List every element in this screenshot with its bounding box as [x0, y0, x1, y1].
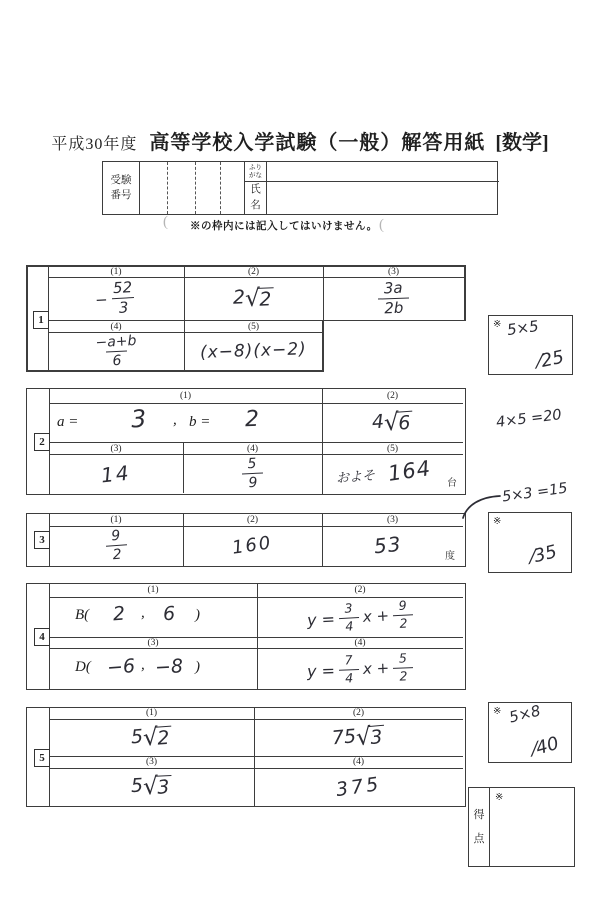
q4-b-close: ) — [195, 607, 200, 623]
q4-b-open: B( — [75, 607, 90, 623]
q3-header-1: (1) — [110, 514, 122, 525]
q4-header-2: (2) — [354, 585, 366, 595]
q1-a3-numerator: 3a — [383, 278, 403, 298]
q5-a2-coefficient: 75 — [330, 724, 357, 749]
q2-b-label: b = — [189, 414, 211, 430]
q2-header-1: (1) — [179, 391, 192, 401]
question-4-number: 4 — [34, 628, 50, 646]
q5-a4-value: 375 — [334, 772, 383, 802]
q1-a2-radicand: 2 — [258, 287, 275, 310]
radical-sign: √ — [141, 722, 159, 752]
q2-answer-3 — [49, 454, 183, 493]
q4-header-1: (1) — [147, 585, 159, 595]
score-box-2 — [488, 512, 572, 573]
furigana-label: ふりがな — [249, 163, 262, 179]
q2-header-4: (4) — [246, 443, 259, 454]
q4-eq2-mid: x + — [362, 658, 390, 678]
q2-answer-4 — [183, 454, 322, 493]
title-main: 高等学校入学試験（一般）解答用紙 — [149, 132, 486, 154]
q4-eq2-f1-den: 4 — [339, 668, 359, 684]
question-5-number: 5 — [34, 749, 50, 767]
q2-answer-1 — [49, 403, 322, 442]
no-entry-mark: ※ — [495, 792, 504, 803]
radical-sign: √ — [382, 407, 400, 437]
exam-number-input-area[interactable] — [140, 162, 244, 214]
radical-sign: √ — [354, 721, 373, 751]
q4-header-3: (3) — [147, 638, 159, 648]
question-2-table — [26, 388, 466, 495]
q4-d-close: ) — [195, 659, 200, 675]
q5-a2-radicand: 3 — [368, 724, 386, 747]
furigana-input-area[interactable] — [267, 162, 497, 181]
instruction-note: ※の枠内には記入してはいけません。 — [190, 220, 378, 232]
q2-a5-unit: 台 — [447, 478, 457, 489]
no-entry-mark: ※ — [493, 516, 502, 527]
q4-eq1-f2-num: 9 — [398, 597, 407, 613]
q5-answer-2 — [254, 719, 463, 756]
question-3-table — [26, 513, 466, 567]
examinee-id-box — [102, 161, 498, 215]
border-segment — [26, 265, 28, 372]
q4-eq2-f1-num: 7 — [344, 651, 353, 668]
q3-answer-1 — [49, 526, 183, 565]
q4-d-x: −6 — [106, 655, 136, 679]
q1-header-4: (4) — [110, 321, 122, 332]
tally-note-low: 5×3 =15 — [501, 480, 569, 506]
q5-a3-radicand: 3 — [155, 775, 172, 798]
radical-sign: √ — [142, 771, 159, 801]
q2-a4-denominator: 9 — [242, 472, 264, 490]
q1-answer-5 — [184, 332, 323, 370]
q1-header-3: (3) — [387, 266, 400, 277]
q1-answer-3 — [323, 277, 464, 320]
q2-a3-value: 14 — [100, 460, 132, 487]
q4-header-4: (4) — [354, 638, 366, 648]
question-4-table — [26, 583, 466, 690]
q5-header-4: (4) — [352, 757, 365, 767]
q2-a5-value: 164 — [386, 456, 433, 486]
q5-header-3: (3) — [145, 757, 158, 767]
tally-note-mid: 4×5 =20 — [495, 407, 563, 431]
q4-eq1-f1-den: 4 — [339, 617, 360, 634]
score2-value: ⁄35 — [528, 541, 560, 568]
name-label: 氏名 — [250, 182, 261, 211]
q1-a2-coefficient: 2 — [232, 285, 246, 309]
name-input-area[interactable] — [267, 181, 497, 214]
q2-header-2: (2) — [386, 391, 399, 401]
q1-a5-value: (x−8)(x−2) — [199, 339, 308, 363]
q1-header-2: (2) — [247, 266, 260, 277]
q5-header-2: (2) — [352, 708, 365, 718]
question-5-table — [26, 707, 466, 807]
q3-answer-3 — [322, 526, 463, 565]
q5-answer-1 — [49, 719, 254, 756]
q3-a3-value: 53 — [372, 531, 403, 559]
q1-answer-4 — [48, 332, 184, 370]
q4-b-comma: , — [141, 605, 145, 621]
exam-number-label: 受験番号 — [110, 173, 132, 201]
q1-header-1: (1) — [110, 266, 122, 277]
title-subject: [数学] — [495, 132, 549, 154]
q1-a4-denominator: 6 — [106, 350, 128, 368]
question-2-number: 2 — [34, 433, 50, 451]
q4-answer-2 — [257, 597, 463, 637]
question-3-number: 3 — [34, 531, 50, 549]
q1-a1-sign: − — [94, 289, 109, 309]
q1-header-5: (5) — [247, 321, 260, 332]
q1-a1-numerator: 52 — [112, 278, 133, 298]
border-segment — [489, 788, 490, 866]
q1-answer-1 — [48, 277, 184, 320]
q4-answer-4 — [257, 648, 463, 689]
q3-header-3: (3) — [386, 514, 399, 525]
score-box-1 — [488, 315, 573, 375]
total-score-box — [468, 787, 575, 867]
q5-header-1: (1) — [145, 708, 158, 718]
q3-a1-numerator: 9 — [110, 527, 121, 545]
q5-a3-coefficient: 5 — [130, 774, 144, 798]
q3-answer-2 — [183, 526, 322, 565]
q2-header-3: (3) — [110, 443, 122, 454]
q4-eq2-f2-den: 2 — [393, 666, 413, 682]
score1-formula: 5×5 — [505, 316, 540, 340]
q4-answer-3 — [49, 648, 257, 689]
q3-a1-denominator: 2 — [106, 544, 128, 562]
q1-answer-2 — [184, 277, 323, 320]
q2-comma: , — [173, 412, 177, 428]
total-score-label: 得点 — [473, 808, 485, 845]
scan-paren-left: ( — [163, 214, 168, 230]
title-era: 平成30年度 — [51, 136, 138, 153]
q4-b-x: 2 — [112, 602, 126, 626]
no-entry-mark: ※ — [493, 319, 502, 330]
q4-eq2-f2-num: 5 — [398, 649, 407, 666]
page-title — [0, 126, 600, 155]
q2-a-value: 3 — [130, 404, 148, 434]
q4-eq1-f1-num: 3 — [344, 600, 353, 616]
q2-a-label: a = — [57, 414, 79, 430]
q4-eq2-pre: y = — [306, 659, 336, 680]
q1-a4-numerator: −a+b — [94, 332, 137, 351]
score1-value: ⁄25 — [536, 346, 566, 373]
q4-eq1-f2-den: 2 — [393, 614, 414, 631]
q4-eq1-mid: x + — [362, 606, 390, 626]
q2-header-5: (5) — [386, 443, 399, 454]
q2-answer-2 — [322, 403, 463, 442]
q4-eq1-pre: y = — [306, 608, 336, 630]
border-segment — [26, 370, 324, 372]
q4-d-y: −8 — [154, 655, 184, 679]
q4-d-comma: , — [141, 657, 145, 673]
q1-a3-denominator: 2b — [378, 297, 410, 316]
q5-answer-3 — [49, 768, 254, 806]
q2-a4-numerator: 5 — [247, 455, 257, 473]
scan-paren-right: ( — [379, 217, 384, 233]
q5-a1-coefficient: 5 — [129, 725, 144, 748]
q2-a2-radicand: 6 — [396, 410, 414, 433]
score3-value: ⁄40 — [530, 732, 562, 761]
q1-a1-denominator: 3 — [112, 297, 134, 316]
q3-a2-value: 160 — [231, 532, 274, 559]
question-1-table — [26, 265, 466, 372]
q2-a2-coefficient: 4 — [370, 410, 385, 433]
q5-answer-4 — [254, 768, 463, 806]
no-entry-mark: ※ — [493, 706, 502, 717]
q3-a3-unit: 度 — [445, 551, 455, 562]
score3-formula: 5×8 — [507, 701, 543, 727]
q3-header-2: (2) — [246, 514, 259, 525]
q4-d-open: D( — [75, 659, 91, 675]
q4-answer-1 — [49, 597, 257, 637]
score-box-3 — [488, 702, 572, 763]
q5-a1-radicand: 2 — [155, 725, 173, 748]
q2-b-value: 2 — [244, 406, 260, 433]
question-1-number: 1 — [33, 311, 49, 329]
radical-sign: √ — [244, 283, 261, 312]
border-segment — [464, 265, 466, 321]
q4-b-y: 6 — [162, 602, 176, 626]
q2-a5-approx: およそ — [335, 468, 376, 487]
